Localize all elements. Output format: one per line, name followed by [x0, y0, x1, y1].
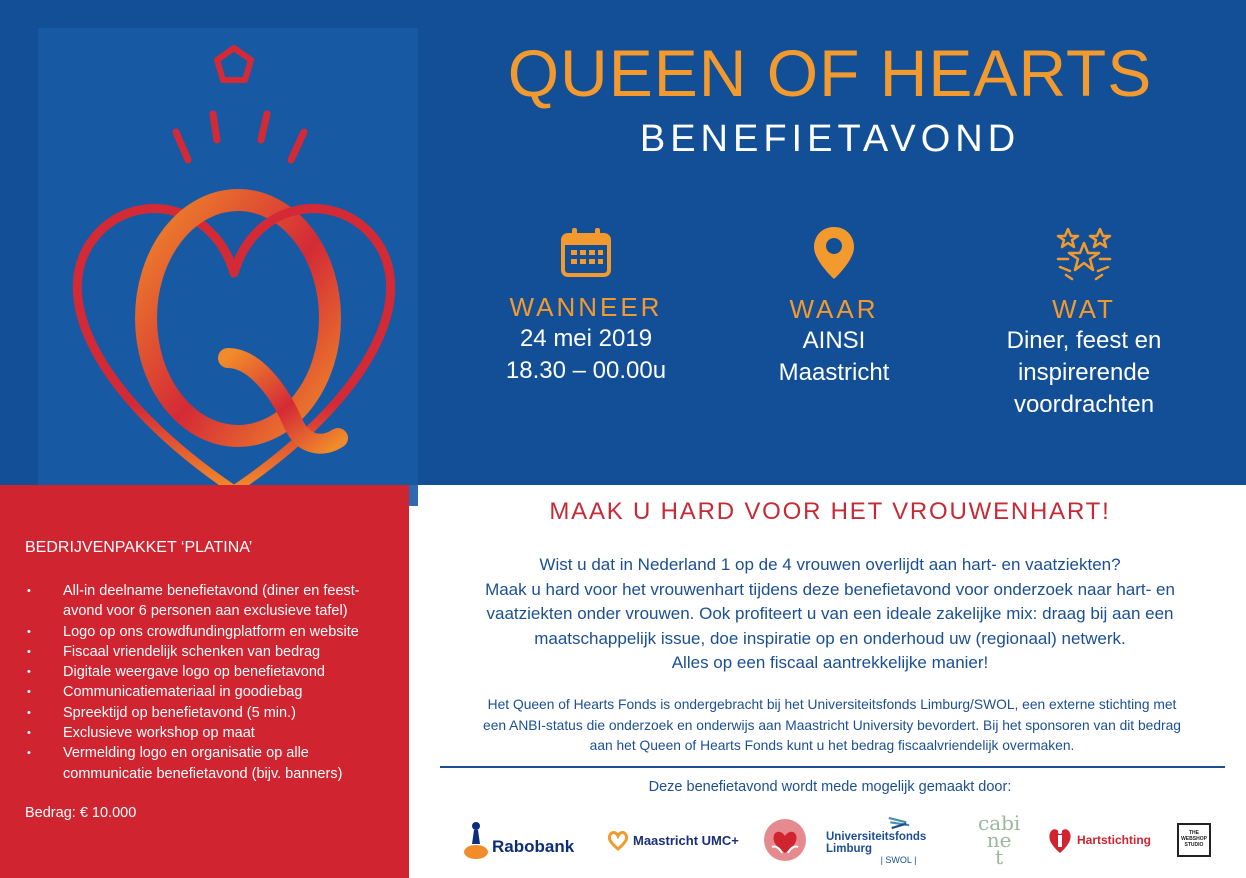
where-city: Maastricht: [778, 359, 890, 386]
package-item: • Vermelding logo en organisatie op alle communicatie benefietavond (bijv. banners): [25, 743, 395, 784]
package-item: • All-in deelname benefietavond (diner en feest-avond voor 6 personen aan exclusieve tafel): [25, 581, 395, 622]
when-date: 24 mei 2019: [519, 325, 653, 352]
package-amount: Bedrag: € 10.000: [25, 805, 137, 821]
calendar-icon: [560, 225, 612, 279]
fund-line: aan het Queen of Hearts Fonds kunt u het bedrag fiscaalvriendelijk overmaken.: [589, 738, 1075, 753]
what-heading: WAT: [1052, 294, 1116, 324]
crown-pentagon-icon: [217, 48, 251, 80]
where-heading: WAAR: [789, 294, 879, 324]
package-item: • Fiscaal vriendelijk schenken van bedrag: [25, 642, 395, 662]
rabobank-name: Rabobank: [492, 837, 575, 856]
package-item: • Logo op ons crowdfundingplatform en website: [25, 622, 395, 642]
mumc-name: Maastricht UMC+: [633, 832, 739, 848]
event-title: QUEEN OF HEARTS: [507, 36, 1153, 110]
when-time: 18.30 – 00.00u: [505, 357, 667, 384]
package-item: • Spreektijd op benefietavond (5 min.): [25, 703, 395, 723]
package-item: • Exclusieve workshop op maat: [25, 723, 395, 743]
where-venue: AINSI: [802, 327, 866, 354]
universiteitsfonds-logo-icon: [879, 815, 919, 831]
sponsor-universiteitsfonds: [826, 815, 971, 865]
fund-text: [432, 695, 1232, 757]
queen-of-hearts-logo: [38, 28, 418, 506]
sponsor-mumc: [607, 815, 739, 865]
universiteitsfonds-name: Universiteitsfonds Limburg: [826, 831, 927, 855]
mumc-heart-icon: [607, 829, 629, 851]
package-item: • Digitale weergave logo op benefietavond: [25, 662, 395, 682]
package-list: [25, 581, 395, 784]
package-panel: [0, 485, 409, 878]
fund-line: Het Queen of Hearts Fonds is ondergebracht bij het Universiteitsfonds Limburg/SWOL, een externe stichting met: [487, 697, 1177, 712]
letter-q: [146, 200, 330, 436]
info-when: [486, 225, 686, 387]
sponsor-hartstichting: [1047, 815, 1151, 865]
intro-line: maatschappelijk issue, doe inspiratie op en onderhoud uw (regionaal) netwerk.: [534, 628, 1126, 648]
what-line-1: Diner, feest en: [1006, 327, 1162, 354]
event-subtitle: BENEFIETAVOND: [639, 118, 1021, 160]
what-line-3: voordrachten: [1013, 391, 1155, 418]
stars-icon: [1054, 225, 1114, 281]
intro-line: Alles op een fiscaal aantrekkelijke manier!: [671, 653, 989, 672]
sponsor-cabinet: [978, 810, 1021, 869]
rabobank-logo-icon: [462, 820, 490, 860]
hartstichting-heart-icon: [1047, 825, 1073, 855]
cabinet-line-2: ne: [986, 827, 1012, 852]
info-where: [744, 225, 924, 389]
hartstichting-name: Hartstichting: [1077, 833, 1152, 847]
slogan: MAAK U HARD VOOR HET VROUWENHART!: [549, 498, 1111, 525]
intro-line: Maak u hard voor het vrouwenhart tijdens deze benefietavond voor onderzoek naar hart- en: [485, 579, 1175, 599]
webshop-studio-name: THE WEBSHOP STUDIO: [1177, 823, 1211, 857]
cabinet-line-3: t: [995, 844, 1004, 869]
sponsor-webshop-studio: [1177, 815, 1211, 865]
map-pin-icon: [812, 225, 856, 281]
info-what: [984, 225, 1184, 421]
intro-line: Wist u dat in Nederland 1 op de 4 vrouwen overlijdt aan hart- en vaatziekten?: [539, 555, 1121, 574]
fund-line: een ANBI-status die onderzoek en onderwijs aan Maastricht University bevordert. Bij het sponsoren van dit bedrag: [483, 717, 1181, 733]
cabinet-line-1: cabi: [978, 810, 1021, 835]
when-heading: WANNEER: [509, 292, 663, 322]
what-line-2: inspirerende: [1017, 359, 1151, 386]
divider: [440, 766, 1225, 768]
sponsor-hello: [762, 815, 808, 865]
sponsor-rabobank: [462, 815, 574, 865]
intro-line: vaatziekten onder vrouwen. Ook profiteert u van een ideale zakelijke mix: draag bij aan een: [486, 604, 1174, 623]
package-title: BEDRIJVENPAKKET ‘PLATINA’: [25, 539, 253, 556]
cabinet-name: [978, 810, 1021, 869]
intro-text: [430, 553, 1230, 676]
sponsors-title: Deze benefietavond wordt mede mogelijk gemaakt door:: [648, 779, 1012, 795]
package-item: • Communicatiemateriaal in goodiebag: [25, 682, 395, 702]
swol-label: | SWOL |: [880, 855, 917, 865]
hello-hands-icon: [762, 817, 808, 863]
